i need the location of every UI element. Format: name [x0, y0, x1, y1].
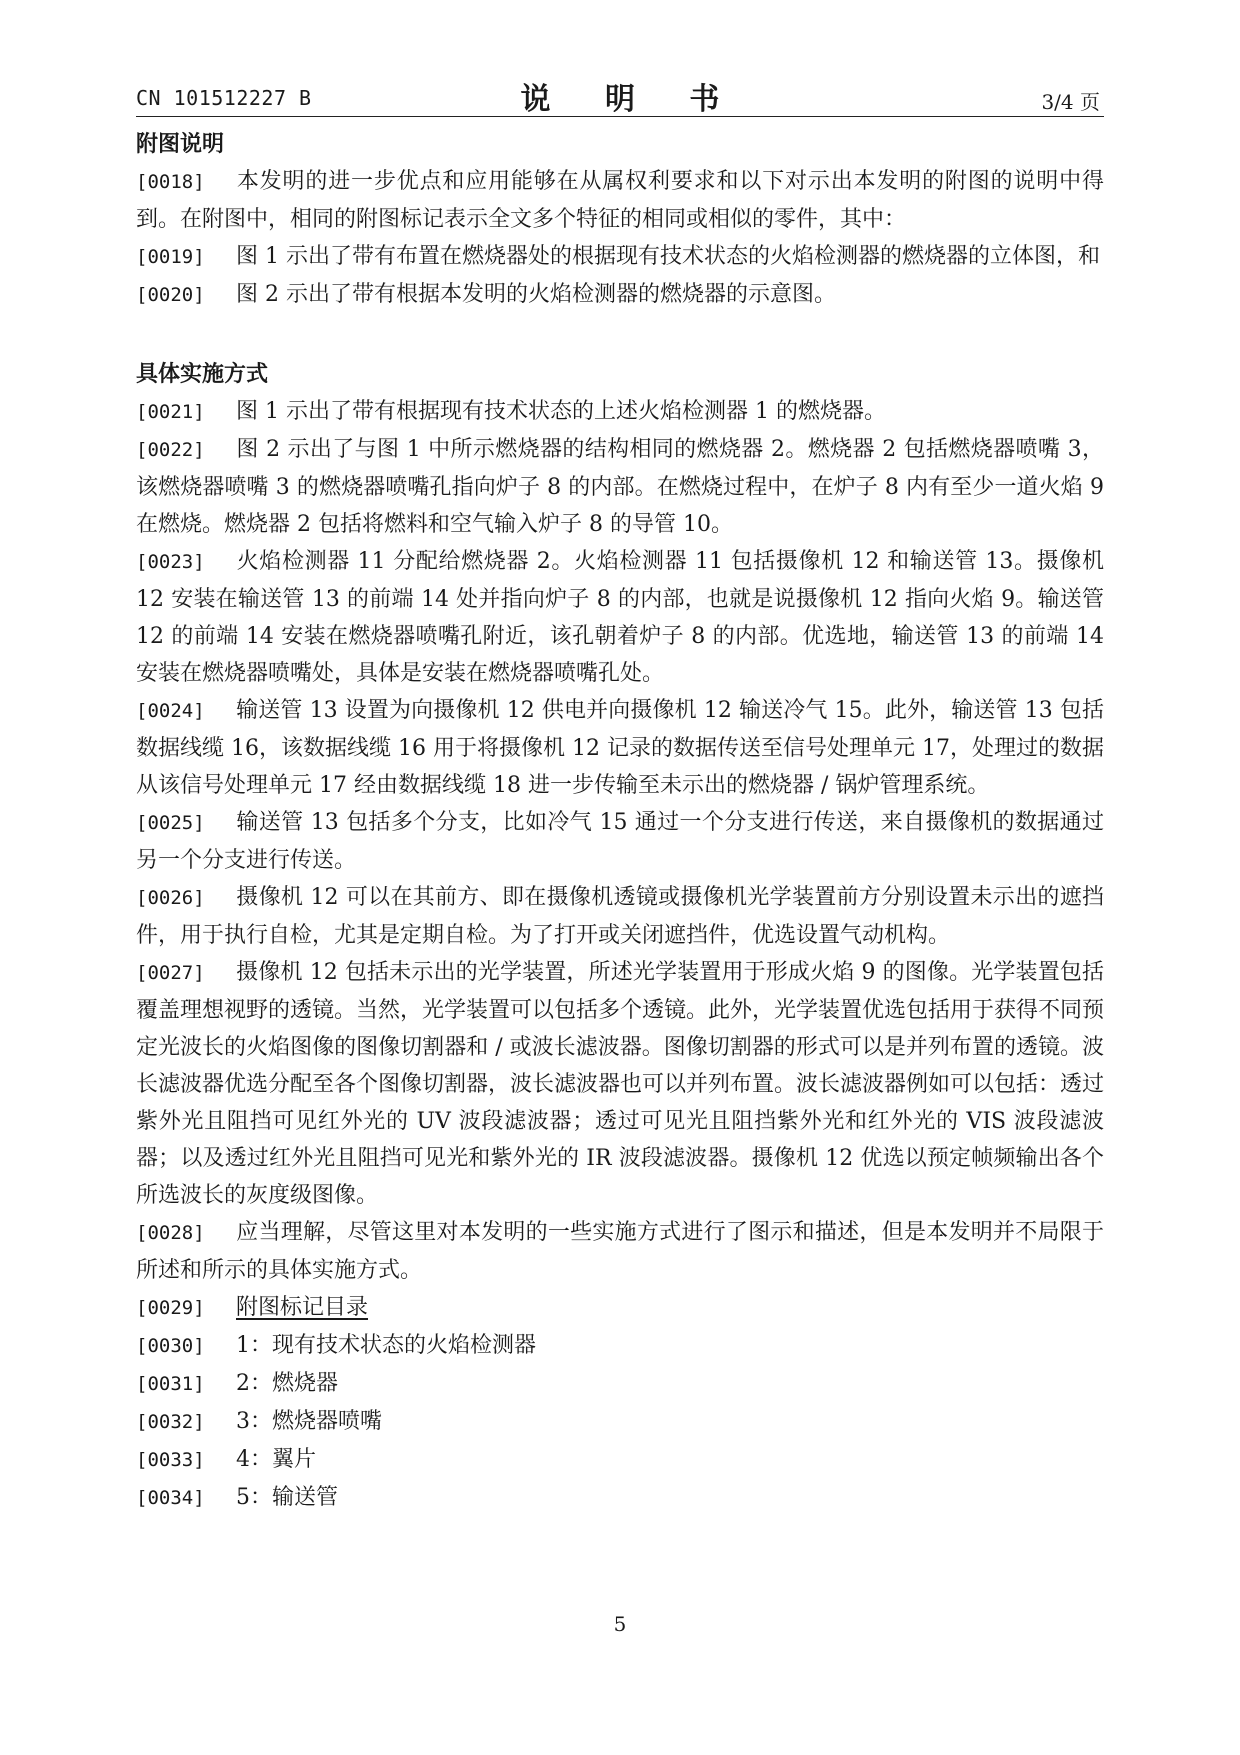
paragraph-0026	[136, 879, 1104, 954]
paragraph-text: 输送管 13 包括多个分支，比如冷气 15 通过一个分支进行传送，来自摄像机的数据通过另一个分支进行传送。	[136, 810, 1104, 873]
page-number: 5	[613, 1612, 627, 1636]
paragraph-0018	[136, 163, 1104, 238]
paragraph-number: [0032]	[136, 1411, 205, 1433]
paragraph-number: [0023]	[136, 551, 205, 573]
document-body	[136, 126, 1104, 1517]
paragraph-number: [0018]	[136, 171, 205, 193]
paragraph-text: 本发明的进一步优点和应用能够在从属权利要求和以下对示出本发明的附图的说明中得到。在附图中，相同的附图标记表示全文多个特征的相同或相似的零件，其中：	[136, 169, 1104, 232]
section-title-figures: 附图说明	[136, 132, 225, 157]
paragraph-number: [0027]	[136, 962, 205, 984]
paragraph-number: [0022]	[136, 439, 205, 461]
paragraph-text: 摄像机 12 包括未示出的光学装置，所述光学装置用于形成火焰 9 的图像。光学装置包括覆盖理想视野的透镜。当然，光学装置可以包括多个透镜。此外，光学装置优选包括用于获得不同预定光波长的火焰图像的图像切割器和 / 或波长滤波器。图像切割器的形式可以是并列布置的透镜。波长滤波器优选分配至各个图像切割器，波长滤波器也可以并列布置。波长滤波器例如可以包括：透过紫外光且阻挡可见红外光的 UV 波段滤波器；透过可见光且阻挡紫外光和红外光的 VIS 波段滤波器；以及透过红外光且阻挡可见光和紫外光的 IR 波段滤波器。摄像机 12 优选以预定帧频输出各个所选波长的灰度级图像。	[136, 960, 1105, 1208]
reference-entry: 1：现有技术状态的火焰检测器	[236, 1333, 536, 1358]
paragraph-0023	[136, 543, 1104, 692]
document-title: 说 明 书	[520, 82, 742, 117]
paragraph-number: [0021]	[136, 401, 205, 423]
page-indicator: 3/4 页	[1041, 90, 1100, 114]
paragraph-text: 图 1 示出了带有根据现有技术状态的上述火焰检测器 1 的燃烧器。	[236, 399, 886, 424]
paragraph-number: [0034]	[136, 1487, 205, 1509]
paragraph-text: 摄像机 12 可以在其前方、即在摄像机透镜或摄像机光学装置前方分别设置未示出的遮挡件，用于执行自检，尤其是定期自检。为了打开或关闭遮挡件，优选设置气动机构。	[136, 885, 1104, 948]
paragraph-0019	[136, 238, 1104, 276]
list-item	[136, 1327, 1104, 1365]
paragraph-number: [0030]	[136, 1335, 205, 1357]
paragraph-text: 火焰检测器 11 分配给燃烧器 2。火焰检测器 11 包括摄像机 12 和输送管 13。摄像机 12 安装在输送管 13 的前端 14 处并指向炉子 8 的内部，也就是说摄像机 12 指向火焰 9。输送管 12 的前端 14 安装在燃烧器喷嘴孔附近，该孔朝着炉子 8 的内部。优选地，输送管 13 的前端 14 安装在燃烧器喷嘴处，具体是安装在燃烧器喷嘴孔处。	[136, 549, 1104, 686]
paragraph-0022	[136, 431, 1104, 543]
paragraph-0028	[136, 1214, 1104, 1289]
paragraph-text: 图 1 示出了带有布置在燃烧器处的根据现有技术状态的火焰检测器的燃烧器的立体图，和	[236, 244, 1100, 269]
reference-entry: 2：燃烧器	[236, 1371, 338, 1396]
list-item	[136, 1403, 1104, 1441]
paragraph-0020	[136, 276, 1104, 314]
paragraph-number: [0033]	[136, 1449, 205, 1471]
list-item	[136, 1479, 1104, 1517]
paragraph-number: [0028]	[136, 1222, 205, 1244]
reference-entry: 3：燃烧器喷嘴	[236, 1409, 382, 1434]
paragraph-0025	[136, 804, 1104, 879]
paragraph-number: [0024]	[136, 700, 205, 722]
paragraph-text: 应当理解，尽管这里对本发明的一些实施方式进行了图示和描述，但是本发明并不局限于所述和所示的具体实施方式。	[136, 1220, 1104, 1283]
paragraph-text: 图 2 示出了带有根据本发明的火焰检测器的燃烧器的示意图。	[236, 282, 836, 307]
paragraph-number: [0026]	[136, 887, 205, 909]
list-item	[136, 1365, 1104, 1403]
paragraph-number: [0019]	[136, 246, 205, 268]
page-header	[136, 72, 1104, 117]
paragraph-0024	[136, 692, 1104, 804]
reference-entry: 4：翼片	[236, 1447, 316, 1472]
reference-list-heading: 附图标记目录	[236, 1295, 369, 1320]
reference-entry: 5：输送管	[236, 1485, 338, 1510]
section-title-embodiment: 具体实施方式	[136, 362, 269, 387]
patent-number: CN 101512227 B	[136, 86, 312, 110]
list-item	[136, 1441, 1104, 1479]
paragraph-number: [0020]	[136, 284, 205, 306]
paragraph-number: [0029]	[136, 1297, 205, 1319]
paragraph-text: 输送管 13 设置为向摄像机 12 供电并向摄像机 12 输送冷气 15。此外，输送管 13 包括数据线缆 16，该数据线缆 16 用于将摄像机 12 记录的数据传送至信号处理单元 17，处理过的数据从该信号处理单元 17 经由数据线缆 18 进一步传输至未示出的燃烧器 / 锅炉管理系统。	[136, 698, 1104, 798]
paragraph-0027	[136, 954, 1104, 1214]
paragraph-number: [0031]	[136, 1373, 205, 1395]
paragraph-0029	[136, 1289, 1104, 1327]
paragraph-number: [0025]	[136, 812, 205, 834]
paragraph-0021	[136, 393, 1104, 431]
paragraph-text: 图 2 示出了与图 1 中所示燃烧器的结构相同的燃烧器 2。燃烧器 2 包括燃烧器喷嘴 3，该燃烧器喷嘴 3 的燃烧器喷嘴孔指向炉子 8 的内部。在燃烧过程中，在炉子 8 内有至少一道火焰 9 在燃烧。燃烧器 2 包括将燃料和空气输入炉子 8 的导管 10。	[136, 437, 1104, 537]
